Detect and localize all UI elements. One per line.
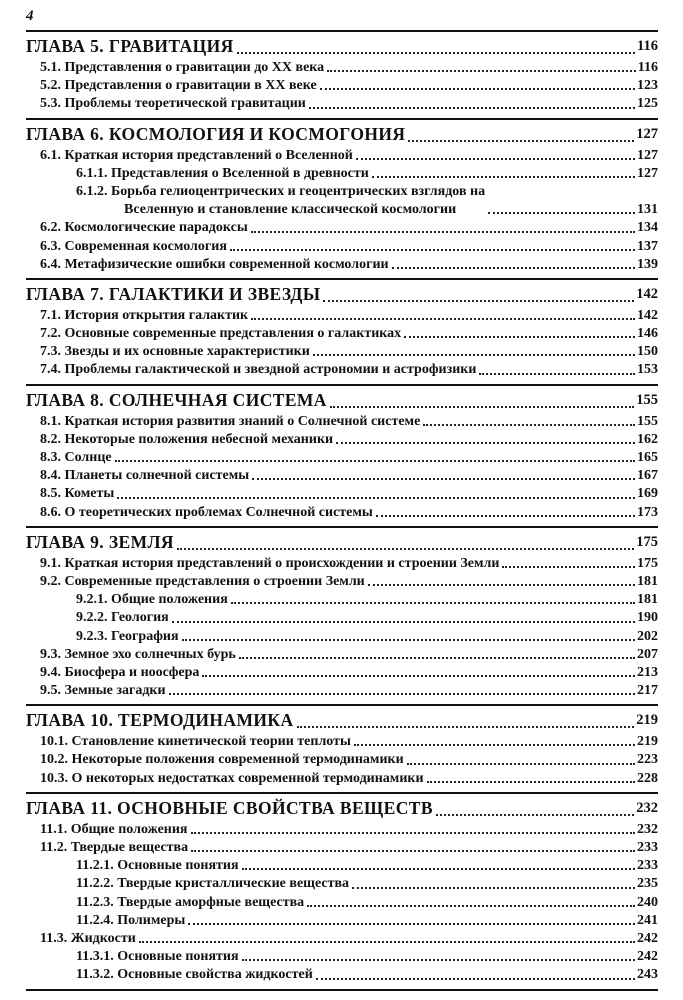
dot-leader [404,336,635,338]
section-entry[interactable] [26,413,658,431]
dot-leader [242,868,635,870]
entry-title [40,733,351,751]
entry-title-line: 11.3. Жидкости [40,930,136,946]
entry-title [40,307,248,325]
section-entry[interactable] [26,307,658,325]
entry-title [40,751,404,769]
entry-title-line: 8.3. Солнце [40,450,112,465]
entry-page-number: 173 [637,504,658,520]
entry-page-number: 153 [637,362,658,378]
dot-leader [202,675,635,677]
dot-leader [354,744,635,746]
entry-title [40,555,499,573]
entry-page-number: 217 [637,683,658,699]
entry-title [76,183,485,219]
dot-leader [191,850,635,852]
dot-leader [251,318,635,320]
entry-title-line: 6.3. Современная космология [40,238,227,254]
entry-title [40,77,317,95]
dot-leader [242,959,635,961]
entry-page-number: 134 [637,220,658,236]
dot-leader [408,140,634,142]
subsection-entry[interactable] [26,912,658,930]
dot-leader [502,566,635,568]
entry-page-number: 127 [637,147,658,163]
entry-title-line: 11.2.4. Полимеры [76,912,186,928]
entry-page-number: 150 [637,344,658,360]
section-entry[interactable] [26,664,658,682]
entry-page-number: 125 [637,96,658,112]
section-entry[interactable] [26,646,658,664]
dot-leader [352,887,635,889]
entry-page-number: 233 [637,858,658,874]
entry-title-line: 9.5. Земные загадки [40,683,166,699]
section-entry[interactable] [26,95,658,113]
entry-title [76,609,169,627]
entry-title [40,361,476,379]
dot-leader [139,941,635,943]
dot-leader [320,88,635,90]
entry-title-line: 7.1. История открытия галактик [40,307,249,323]
section-entry[interactable] [26,930,658,948]
entry-page-number: 242 [637,930,658,946]
dot-leader [177,548,634,550]
entry-title [76,165,369,183]
chapter-page-number: 219 [636,712,658,729]
chapter-page-number: 155 [636,391,658,408]
entry-title [40,95,306,113]
section-entry[interactable] [26,821,658,839]
entry-title [40,646,236,664]
section-entry[interactable] [26,467,658,485]
dot-leader [231,602,635,604]
entry-title [40,839,188,857]
entry-page-number: 181 [637,573,658,589]
dot-leader [407,763,635,765]
entry-title [76,966,313,984]
dot-leader [239,657,635,659]
chapter-heading[interactable] [26,708,658,733]
entry-page-number: 223 [637,752,658,768]
section-entry[interactable] [26,77,658,95]
subsection-entry[interactable] [26,894,658,912]
section-entry[interactable] [26,751,658,769]
entry-title [76,628,179,646]
entry-title-line: 7.4. Проблемы галактической и звездной астрономии и астрофизики [40,362,477,378]
chapter-heading[interactable] [26,796,658,821]
entry-title [40,413,420,431]
entry-title-line: 5.1. Представления о гравитации до XX века [40,59,325,75]
chapter-title: ГЛАВА 9. ЗЕМЛЯ [26,531,174,552]
entry-page-number: 233 [637,840,658,855]
entry-title-line: 9.2.3. География [76,628,179,644]
section-entry[interactable] [26,449,658,467]
dot-leader [392,267,635,269]
entry-title-line: 8.2. Некоторые положения небесной механики [40,431,334,447]
dot-leader [372,176,635,178]
dot-leader [436,814,634,816]
section-entry[interactable] [26,839,658,857]
table-of-contents [26,32,658,991]
entry-title-line: 9.2. Современные представления о строении Земли [40,573,365,589]
dot-leader [297,726,635,728]
entry-title-line: 11.2.2. Твердые кристаллические вещества [76,876,350,892]
entry-title-line: 11.3.1. Основные понятия [76,949,239,965]
chapter-heading[interactable] [26,282,658,307]
entry-page-number: 202 [637,628,658,644]
chapter-page-number: 232 [636,799,658,816]
subsection-entry[interactable] [26,948,658,966]
page-number: 4 [26,8,34,24]
entry-title-line: 8.1. Краткая история развития знаний о Солнечной системе [40,413,421,429]
entry-page-number: 142 [637,307,658,323]
entry-title-line: 8.5. Кометы [40,486,115,502]
subsection-entry[interactable] [26,165,658,183]
entry-title [40,573,365,591]
entry-title-line: 11.2.1. Основные понятия [76,858,239,874]
entry-page-number: 137 [637,238,658,254]
chapter-title: ГЛАВА 5. ГРАВИТАЦИЯ [26,36,234,56]
entry-title [76,948,239,966]
entry-title-line: 6.1. Краткая история представлений о Вселенной [40,147,353,163]
dot-leader [188,923,635,925]
subsection-entry[interactable] [26,875,658,893]
chapter-heading[interactable] [26,388,658,413]
entry-title-line: 11.1. Общие положения [40,821,188,837]
chapter-page-number: 175 [636,533,658,550]
section-entry[interactable] [26,343,658,361]
chapter-heading[interactable] [26,34,658,59]
section-entry[interactable] [26,485,658,503]
dot-leader [115,460,635,462]
entry-page-number: 219 [637,734,658,750]
dot-leader [323,300,634,302]
chapter-block [26,34,658,120]
dot-leader [307,905,635,907]
chapter-block [26,796,658,991]
entry-page-number: 228 [637,770,658,786]
entry-page-number: 155 [637,413,658,429]
dot-leader [169,693,635,695]
dot-leader [479,373,635,375]
entry-page-number: 181 [637,592,658,608]
dot-leader [251,231,635,233]
entry-title-line: 6.1.2. Борьба гелиоцентрических и геоцентрических взглядов на [76,183,486,199]
entry-title-line: 11.2. Твердые вещества [40,840,189,855]
dot-leader [313,354,635,356]
chapter-page-number: 127 [636,125,658,142]
entry-page-number: 139 [637,256,658,272]
entry-page-number: 207 [637,646,658,662]
dot-leader [252,478,635,480]
chapter-title: ГЛАВА 10. ТЕРМОДИНАМИКА [26,710,294,731]
dot-leader [309,107,635,109]
entry-title-line: 6.4. Метафизические ошибки современной космологии [40,256,389,272]
entry-title-line: 9.3. Земное эхо солнечных бурь [40,646,236,662]
dot-leader [237,52,635,54]
section-entry[interactable] [26,325,658,343]
entry-title-line: 9.2.1. Общие положения [76,592,228,608]
entry-title-line: 10.1. Становление кинетической теории теплоты [40,734,351,750]
entry-page-number: 235 [637,876,658,892]
dot-leader [330,406,634,408]
entry-title-line: 9.1. Краткая история представлений о происхождении и строении Земли [40,555,500,571]
entry-page-number: 127 [637,165,658,181]
entry-page-number: 131 [637,202,658,218]
dot-leader [182,639,635,641]
entry-title [40,219,248,237]
chapter-block [26,530,658,707]
section-entry[interactable] [26,770,658,788]
dot-leader [427,781,635,783]
entry-page-number: 242 [637,949,658,965]
section-entry[interactable] [26,59,658,77]
dot-leader [327,70,636,72]
entry-title-line: 8.6. О теоретических проблемах Солнечной системы [40,504,373,520]
entry-title [40,504,373,522]
entry-title-line: 8.4. Планеты солнечной системы [40,468,250,484]
dot-leader [423,424,635,426]
dot-leader [368,584,635,586]
dot-leader [376,515,635,517]
dot-leader [488,212,635,214]
entry-title [40,770,424,788]
entry-title [40,930,136,948]
entry-page-number: 241 [637,912,658,928]
entry-title-line: 9.2.2. Геология [76,610,169,626]
chapter-heading[interactable] [26,122,658,147]
subsection-entry[interactable] [26,609,658,627]
entry-title [76,591,228,609]
entry-page-number: 123 [637,78,658,94]
chapter-block [26,282,658,386]
entry-title-line: 6.1.1. Представления о Вселенной в древности [76,165,369,181]
entry-title [40,147,353,165]
entry-title [40,821,188,839]
section-entry[interactable] [26,256,658,274]
chapter-block [26,708,658,794]
entry-page-number: 169 [637,486,658,502]
entry-title-line: 11.3.2. Основные свойства жидкостей [76,967,313,983]
subsection-entry[interactable] [26,857,658,875]
entry-title-line: 6.2. Космологические парадоксы [40,220,248,236]
subsection-entry[interactable] [26,183,658,219]
entry-page-number: 240 [637,894,658,910]
entry-title [76,857,239,875]
entry-title [40,467,249,485]
section-entry[interactable] [26,219,658,237]
section-entry[interactable] [26,555,658,573]
entry-page-number: 165 [637,450,658,465]
entry-title-line: 10.2. Некоторые положения современной термодинамики [40,752,404,768]
chapter-title: ГЛАВА 8. СОЛНЕЧНАЯ СИСТЕМА [26,389,327,410]
entry-title [40,664,199,682]
entry-title-line: 9.4. Биосфера и ноосфера [40,664,200,680]
entry-title [76,894,304,912]
entry-title-line: 11.2.3. Твердые аморфные вещества [76,894,305,910]
section-entry[interactable] [26,682,658,700]
dot-leader [191,832,636,834]
entry-title-line: 5.3. Проблемы теоретической гравитации [40,96,306,112]
entry-title [40,256,389,274]
entry-title-line: 7.2. Основные современные представления о галактиках [40,326,402,342]
entry-title [40,682,166,700]
chapter-heading[interactable] [26,530,658,555]
chapter-page-number: 142 [636,285,658,302]
entry-title [40,238,227,256]
entry-title [40,431,333,449]
section-entry[interactable] [26,504,658,522]
section-entry[interactable] [26,733,658,751]
dot-leader [117,497,635,499]
chapter-page-number: 116 [637,38,658,54]
dot-leader [172,621,635,623]
subsection-entry[interactable] [26,628,658,646]
chapter-title: ГЛАВА 11. ОСНОВНЫЕ СВОЙСТВА ВЕЩЕСТВ [26,797,433,818]
entry-page-number: 146 [637,326,658,342]
entry-title [40,449,112,467]
section-entry[interactable] [26,573,658,591]
entry-title [40,485,114,503]
chapter-title: ГЛАВА 7. ГАЛАКТИКИ И ЗВЕЗДЫ [26,283,321,304]
section-entry[interactable] [26,431,658,449]
entry-title [40,59,324,77]
dot-leader [356,158,635,160]
entry-page-number: 116 [637,59,658,75]
entry-title [76,912,185,930]
entry-page-number: 167 [637,468,658,484]
chapter-title: ГЛАВА 6. КОСМОЛОГИЯ И КОСМОГОНИЯ [26,123,406,144]
entry-page-number: 213 [637,664,658,680]
entry-title [40,343,310,361]
section-entry[interactable] [26,147,658,165]
entry-title-line: 5.2. Представления о гравитации в XX веке [40,78,317,94]
entry-title-line: 7.3. Звезды и их основные характеристики [40,344,310,360]
entry-title-continuation: Вселенную и становление классической космологии [124,202,457,218]
entry-title [76,875,349,893]
dot-leader [230,249,635,251]
chapter-block [26,388,658,528]
entry-page-number: 232 [637,821,658,837]
entry-page-number: 175 [637,555,658,571]
entry-title [40,325,401,343]
entry-page-number: 243 [637,967,658,983]
entry-page-number: 162 [637,431,658,447]
section-entry[interactable] [26,361,658,379]
dot-leader [316,978,635,980]
dot-leader [336,442,635,444]
entry-title-line: 10.3. О некоторых недостатках современной термодинамики [40,770,424,786]
section-entry[interactable] [26,238,658,256]
subsection-entry[interactable] [26,591,658,609]
entry-page-number: 190 [637,610,658,626]
chapter-block [26,122,658,280]
subsection-entry[interactable] [26,966,658,984]
